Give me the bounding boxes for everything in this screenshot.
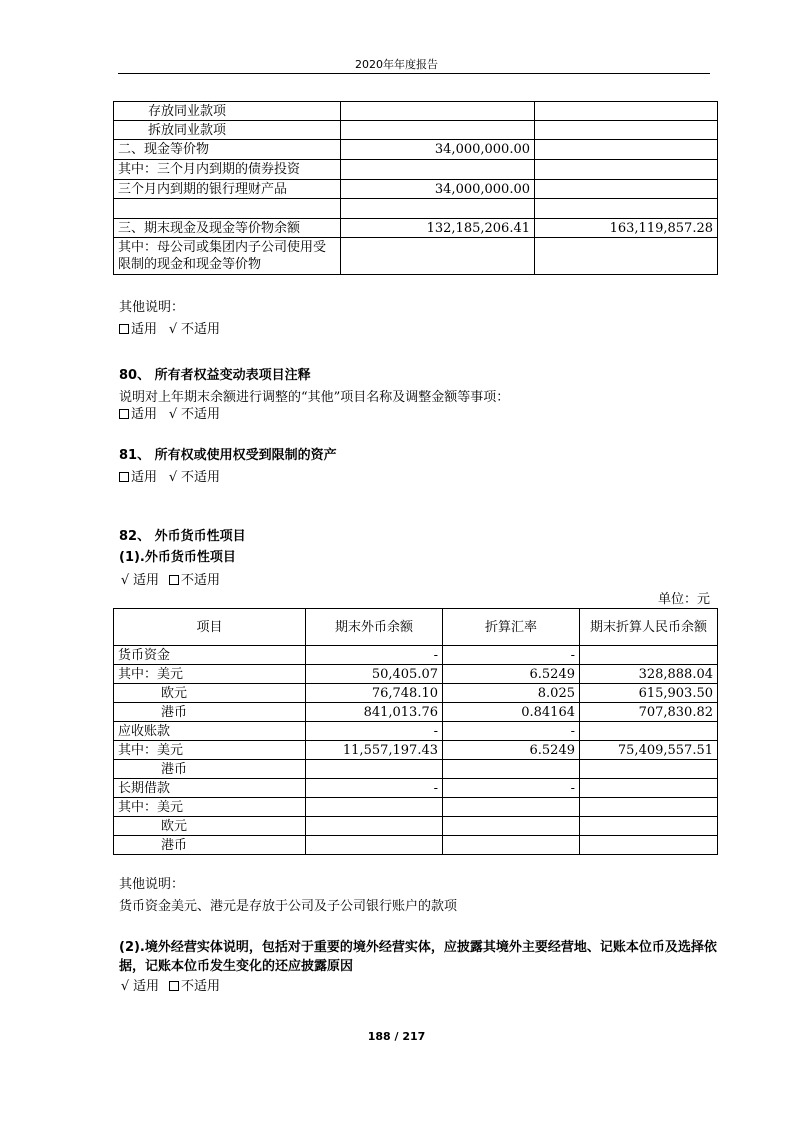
option-applicable: 适用 [131, 407, 158, 422]
table-row [114, 760, 718, 779]
check-mark-icon: √ [120, 979, 130, 994]
table-row [114, 199, 718, 219]
row-item: 欧元 [114, 684, 306, 703]
table-row [114, 684, 718, 703]
unit-label: 单位：元 [657, 592, 710, 607]
checkbox-icon [169, 575, 179, 585]
page-header-title: 2020年年度报告 [355, 58, 438, 71]
row-exchange-rate: 8.025 [443, 684, 580, 703]
row-value-prior [535, 140, 718, 160]
row-rmb-balance [580, 779, 718, 798]
row-foreign-balance [306, 760, 443, 779]
table-row [114, 665, 718, 684]
row-rmb-balance: 615,903.50 [580, 684, 718, 703]
row-label: 其中：母公司或集团内子公司使用受限制的现金和现金等价物 [114, 238, 341, 275]
row-value-current [341, 160, 535, 180]
row-exchange-rate: - [443, 646, 580, 665]
option-not-applicable: 不适用 [181, 573, 221, 588]
option-not-applicable: 不适用 [181, 322, 221, 337]
row-value-prior [535, 199, 718, 219]
option-not-applicable: 不适用 [181, 979, 221, 994]
table-row [114, 817, 718, 836]
row-value-current: 132,185,206.41 [341, 219, 535, 238]
row-value-current: 34,000,000.00 [341, 180, 535, 199]
table-row [114, 798, 718, 817]
row-label [114, 199, 341, 219]
header-exchange-rate: 折算汇率 [443, 609, 580, 646]
applicability-options [119, 406, 220, 424]
row-foreign-balance: 50,405.07 [306, 665, 443, 684]
row-foreign-balance: 11,557,197.43 [306, 741, 443, 760]
row-value-current: 34,000,000.00 [341, 140, 535, 160]
applicability-options [119, 572, 220, 590]
cash-equivalents-table [113, 101, 718, 275]
row-label: 存放同业款项 [114, 102, 341, 121]
row-value-prior: 163,119,857.28 [535, 219, 718, 238]
row-item: 港币 [114, 703, 306, 722]
section-81-title: 81、 所有权或使用权受到限制的资产 [119, 448, 337, 463]
row-exchange-rate [443, 760, 580, 779]
other-note-label: 其他说明： [119, 300, 185, 315]
table-row [114, 140, 718, 160]
row-item: 其中：美元 [114, 665, 306, 684]
row-item: 其中：美元 [114, 741, 306, 760]
table-row [114, 741, 718, 760]
row-value-prior [535, 180, 718, 199]
row-exchange-rate: - [443, 722, 580, 741]
row-item: 其中：美元 [114, 798, 306, 817]
option-applicable: 适用 [131, 322, 158, 337]
checkbox-icon [119, 472, 129, 482]
row-value-prior [535, 238, 718, 275]
header-foreign-balance: 期末外币余额 [306, 609, 443, 646]
row-exchange-rate [443, 836, 580, 855]
row-foreign-balance: - [306, 646, 443, 665]
row-value-prior [535, 160, 718, 180]
row-label: 其中：三个月内到期的债券投资 [114, 160, 341, 180]
other-note-label: 其他说明： [119, 877, 185, 892]
header-divider [118, 73, 710, 74]
table-row [114, 836, 718, 855]
row-label: 三、期末现金及现金等价物余额 [114, 219, 341, 238]
table-row [114, 160, 718, 180]
foreign-currency-table [113, 608, 718, 855]
row-rmb-balance [580, 817, 718, 836]
page-number: 188 / 217 [367, 1030, 426, 1043]
row-foreign-balance [306, 836, 443, 855]
table-row [114, 238, 718, 275]
row-value-current [341, 102, 535, 121]
row-label: 三个月内到期的银行理财产品 [114, 180, 341, 199]
row-value-current [341, 121, 535, 140]
section-80-description: 说明对上年期末余额进行调整的“其他”项目名称及调整金额等事项： [119, 390, 510, 405]
other-note-text: 货币资金美元、港元是存放于公司及子公司银行账户的款项 [119, 899, 458, 914]
row-foreign-balance: - [306, 779, 443, 798]
option-applicable: 适用 [133, 979, 160, 994]
row-foreign-balance [306, 817, 443, 836]
row-rmb-balance [580, 760, 718, 779]
row-value-prior [535, 102, 718, 121]
row-exchange-rate [443, 817, 580, 836]
option-not-applicable: 不适用 [181, 470, 221, 485]
section-80-title: 80、 所有者权益变动表项目注释 [119, 368, 311, 383]
applicability-options [119, 321, 220, 339]
table-row [114, 703, 718, 722]
table-row [114, 102, 718, 121]
check-mark-icon: √ [168, 407, 178, 422]
row-exchange-rate [443, 798, 580, 817]
checkbox-icon [169, 981, 179, 991]
row-rmb-balance [580, 722, 718, 741]
check-mark-icon: √ [168, 470, 178, 485]
row-exchange-rate: 0.84164 [443, 703, 580, 722]
row-item: 货币资金 [114, 646, 306, 665]
row-rmb-balance: 328,888.04 [580, 665, 718, 684]
table-row [114, 219, 718, 238]
row-foreign-balance: 76,748.10 [306, 684, 443, 703]
table-row [114, 121, 718, 140]
table-row [114, 779, 718, 798]
table-header-row [114, 609, 718, 646]
row-label: 二、现金等价物 [114, 140, 341, 160]
table-row [114, 722, 718, 741]
header-item: 项目 [114, 609, 306, 646]
row-exchange-rate: - [443, 779, 580, 798]
check-mark-icon: √ [168, 322, 178, 337]
row-foreign-balance: 841,013.76 [306, 703, 443, 722]
row-item: 长期借款 [114, 779, 306, 798]
row-exchange-rate: 6.5249 [443, 665, 580, 684]
applicability-options [119, 469, 220, 487]
checkbox-icon [119, 409, 129, 419]
row-exchange-rate: 6.5249 [443, 741, 580, 760]
row-rmb-balance: 707,830.82 [580, 703, 718, 722]
check-mark-icon: √ [120, 573, 130, 588]
row-label: 拆放同业款项 [114, 121, 341, 140]
row-rmb-balance [580, 798, 718, 817]
row-item: 港币 [114, 760, 306, 779]
row-foreign-balance: - [306, 722, 443, 741]
row-rmb-balance: 75,409,557.51 [580, 741, 718, 760]
row-rmb-balance [580, 836, 718, 855]
row-value-prior [535, 121, 718, 140]
section-82-title: 82、 外币货币性项目 [119, 529, 246, 544]
row-value-current [341, 238, 535, 275]
checkbox-icon [119, 324, 129, 334]
option-applicable: 适用 [131, 470, 158, 485]
subsection-2-title: (2).境外经营实体说明，包括对于重要的境外经营实体，应披露其境外主要经营地、记账本位币及选择依据，记账本位币发生变化的还应披露原因 [119, 940, 717, 974]
section-82-subtitle: (1).外币货币性项目 [119, 550, 236, 565]
row-item: 应收账款 [114, 722, 306, 741]
row-item: 欧元 [114, 817, 306, 836]
table-row [114, 646, 718, 665]
row-foreign-balance [306, 798, 443, 817]
applicability-options [119, 978, 220, 996]
header-rmb-balance: 期末折算人民币余额 [580, 609, 718, 646]
row-value-current [341, 199, 535, 219]
table-row [114, 180, 718, 199]
option-not-applicable: 不适用 [181, 407, 221, 422]
option-applicable: 适用 [133, 573, 160, 588]
row-rmb-balance [580, 646, 718, 665]
row-item: 港币 [114, 836, 306, 855]
